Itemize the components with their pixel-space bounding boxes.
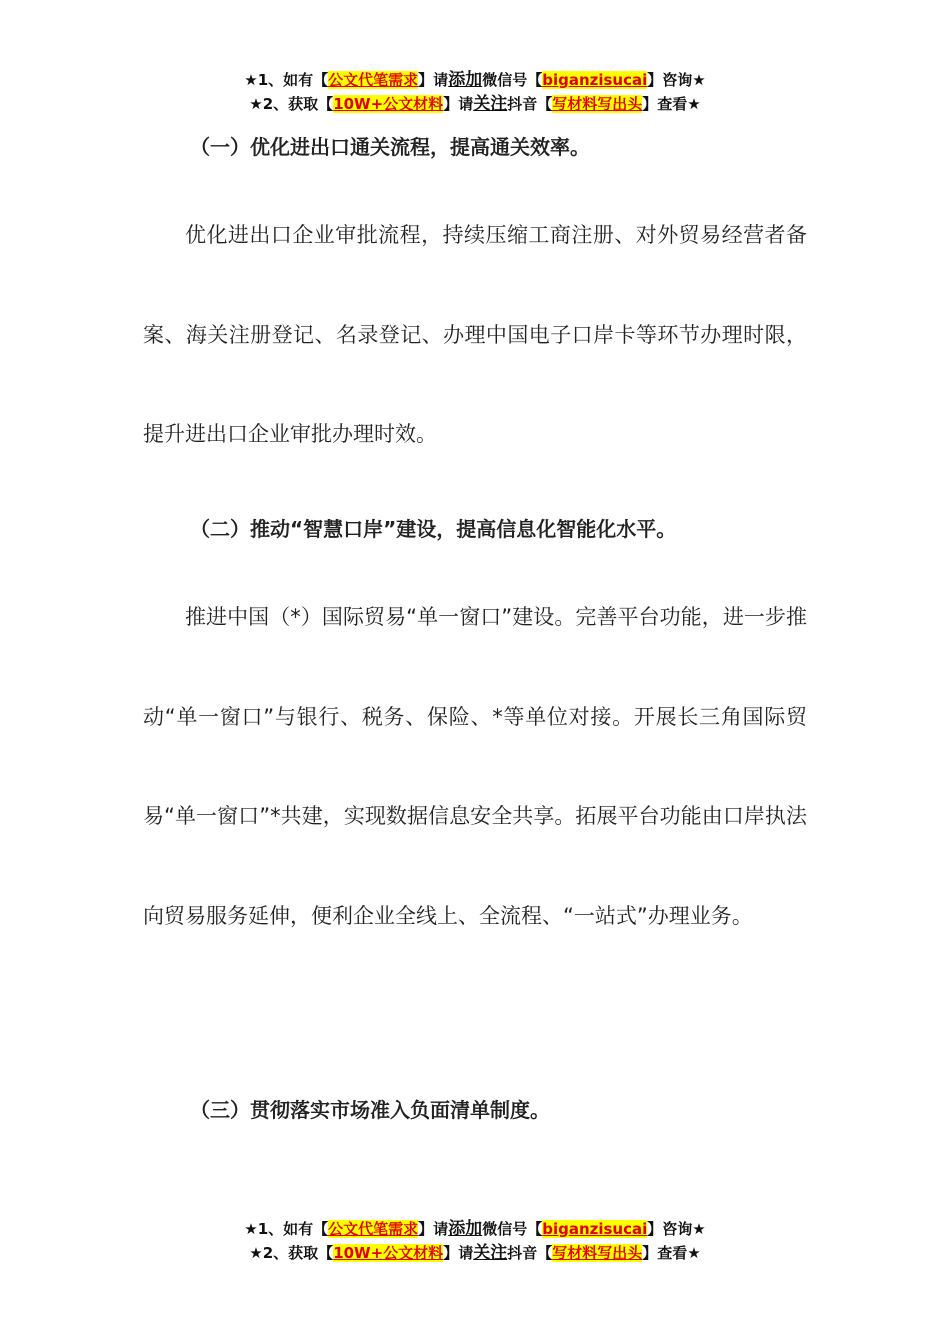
banner-text: 】请 [443, 95, 474, 113]
footer-banner [0, 1217, 950, 1265]
section-heading-3: （三）贯彻落实市场准入负面清单制度。 [190, 1098, 550, 1122]
banner-text: 微信号【 [482, 71, 543, 89]
section-heading-1: （一）优化进出口通关流程，提高通关效率。 [190, 135, 590, 159]
banner-emphasis: 添加 [448, 70, 483, 90]
banner-text: 】查看★ [642, 1244, 701, 1262]
banner-text: 】请 [443, 1244, 474, 1262]
banner-text: 】咨询★ [647, 71, 706, 89]
banner-text: ★2、获取【 [249, 1244, 334, 1262]
banner-line-2 [0, 92, 950, 116]
banner-text: 】请 [418, 71, 449, 89]
highlight-wechat-id: biganzisucai [542, 71, 648, 89]
highlight-materials: 10W+公文材料 [333, 1244, 444, 1262]
section-heading-2: （二）推动“智慧口岸”建设，提高信息化智能化水平。 [190, 517, 677, 541]
banner-text: ★1、如有【 [244, 1220, 329, 1238]
highlight-douyin-account: 写材料写出头 [552, 95, 643, 113]
header-banner [0, 68, 950, 116]
banner-text: 抖音【 [507, 95, 553, 113]
highlight-douyin-account: 写材料写出头 [552, 1244, 643, 1262]
banner-emphasis: 添加 [448, 1219, 483, 1239]
banner-emphasis: 关注 [473, 1243, 508, 1263]
paragraph-2: 推进中国（*）国际贸易“单一窗口”建设。完善平台功能，进一步推动“单一窗口”与银行、税务、保险、*等单位对接。开展长三角国际贸易“单一窗口”*共建，实现数据信息安全共享。拓展平台功能由口岸执法向贸易服务延伸，便利企业全线上、全流程、“一站式”办理业务。 [143, 605, 807, 928]
banner-text: ★2、获取【 [249, 95, 334, 113]
banner-text: 】查看★ [642, 95, 701, 113]
banner-emphasis: 关注 [473, 94, 508, 114]
banner-text: ★1、如有【 [244, 71, 329, 89]
paragraph-1: 优化进出口企业审批流程，持续压缩工商注册、对外贸易经营者备案、海关注册登记、名录登记、办理中国电子口岸卡等环节办理时限，提升进出口企业审批办理时效。 [143, 223, 807, 446]
banner-text: 抖音【 [507, 1244, 553, 1262]
highlight-wechat-id: biganzisucai [542, 1220, 648, 1238]
banner-line-2 [0, 1241, 950, 1265]
banner-text: 】咨询★ [647, 1220, 706, 1238]
banner-line-1 [0, 1217, 950, 1241]
banner-text: 】请 [418, 1220, 449, 1238]
highlight-writing-service: 公文代笔需求 [328, 1220, 419, 1238]
banner-text: 微信号【 [482, 1220, 543, 1238]
banner-line-1 [0, 68, 950, 92]
highlight-materials: 10W+公文材料 [333, 95, 444, 113]
highlight-writing-service: 公文代笔需求 [328, 71, 419, 89]
